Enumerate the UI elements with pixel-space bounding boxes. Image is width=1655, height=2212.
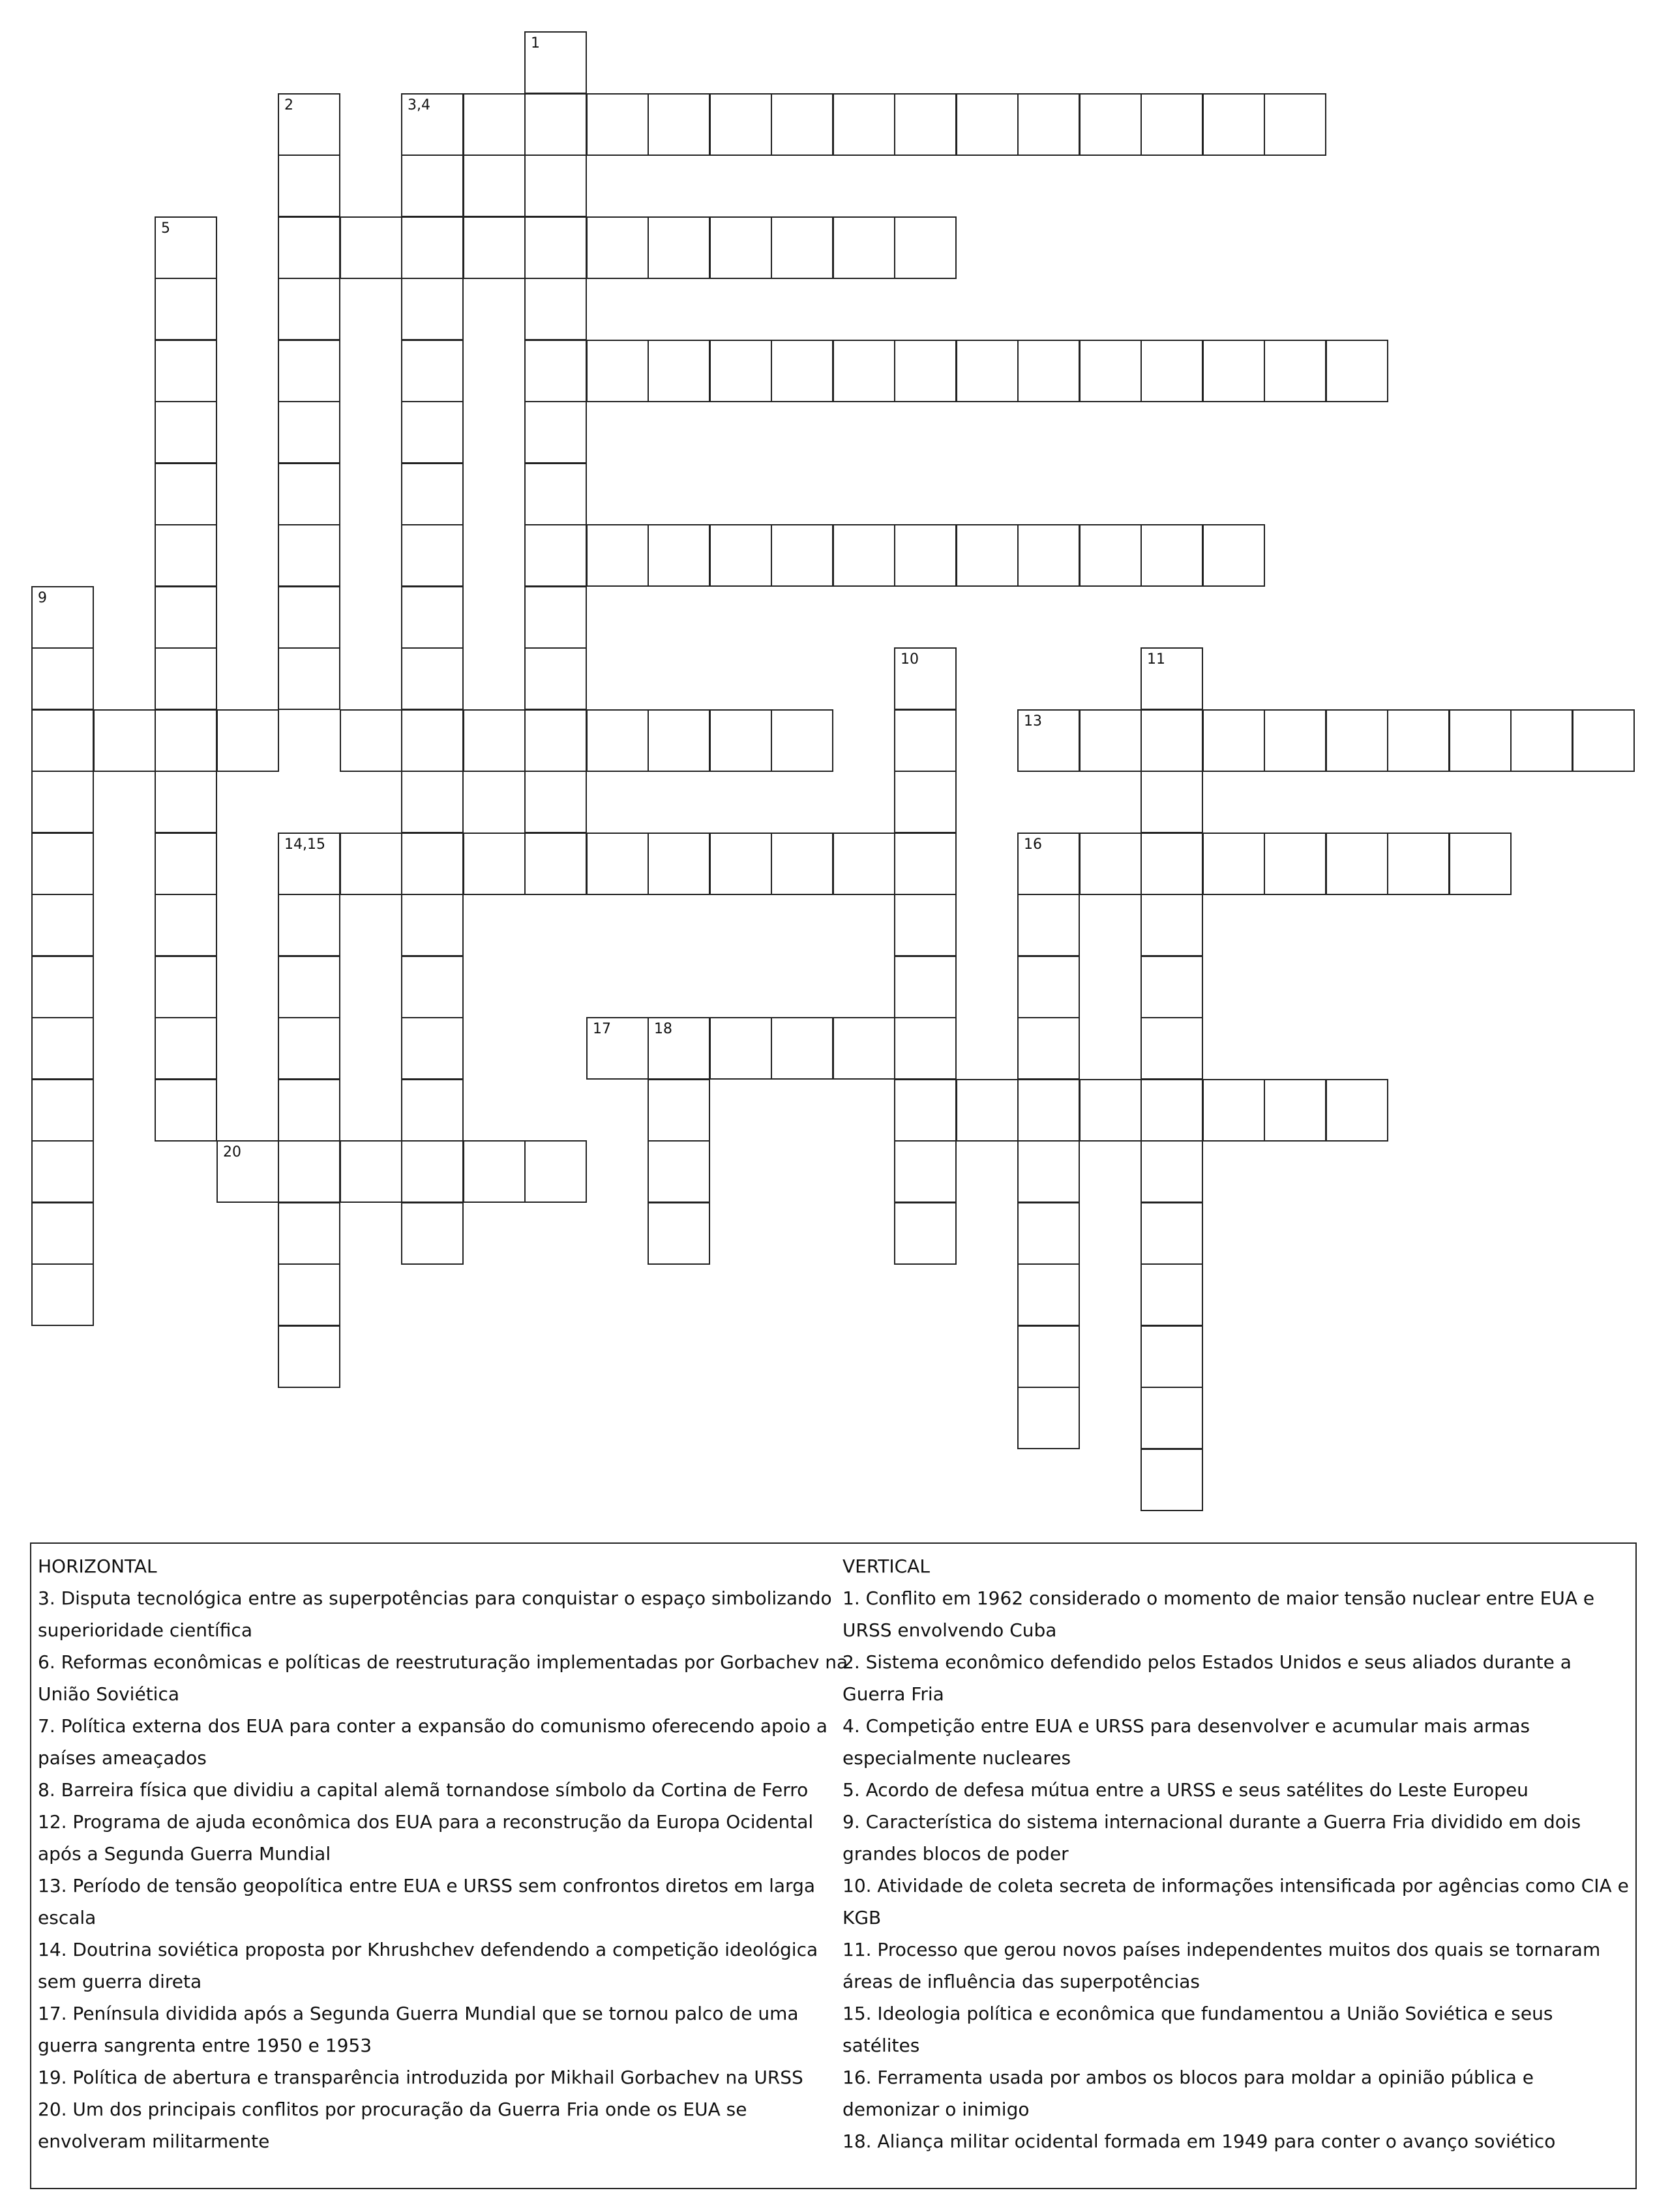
grid-cell[interactable] (894, 1017, 957, 1080)
grid-cell[interactable] (524, 31, 587, 94)
clue-h12: 12. Programa de ajuda econômica dos EUA para a reconstrução da Europa Ocidental após a Segunda Guerra Mundial (38, 1811, 814, 1865)
grid-cell[interactable] (1264, 340, 1326, 402)
grid-cell[interactable] (586, 93, 649, 156)
clue-v4: 4. Competição entre EUA e URSS para desenvolver e acumular mais armas especialmente nucleares (842, 1715, 1530, 1769)
grid-cell[interactable] (155, 1017, 217, 1080)
grid-cell[interactable] (31, 1263, 94, 1326)
clue-v16: 16. Ferramenta usada por ambos os blocos para moldar a opinião pública e demonizar o inimigo (842, 2067, 1534, 2120)
grid-cell[interactable] (524, 401, 587, 464)
grid-cell[interactable] (31, 1140, 94, 1203)
grid-cell[interactable] (586, 833, 649, 895)
grid-cell[interactable] (401, 524, 464, 587)
grid-cell[interactable] (401, 340, 464, 402)
grid-cell[interactable] (956, 340, 1019, 402)
grid-cell[interactable] (771, 216, 833, 279)
grid-cell[interactable] (524, 833, 587, 895)
grid-cell[interactable] (31, 1079, 94, 1142)
grid-cell[interactable] (524, 709, 587, 772)
grid-cell[interactable] (1141, 894, 1203, 956)
grid-cell[interactable] (31, 833, 94, 895)
grid-cell[interactable] (648, 524, 710, 587)
clue-number: 20 (223, 1144, 241, 1160)
grid-cell[interactable] (524, 463, 587, 525)
clue-number: 16 (1024, 836, 1042, 853)
grid-cell[interactable] (524, 155, 587, 217)
clue-v9: 9. Característica do sistema internacional durante a Guerra Fria dividido em dois grandes blocos de poder (842, 1811, 1581, 1865)
grid-cell[interactable] (833, 340, 895, 402)
grid-cell[interactable] (1017, 1017, 1080, 1080)
grid-cell[interactable] (894, 93, 957, 156)
grid-cell[interactable] (1141, 1079, 1203, 1142)
grid-cell[interactable] (155, 278, 217, 340)
grid-cell[interactable] (31, 1202, 94, 1265)
grid-cell[interactable] (1141, 709, 1203, 772)
grid-cell[interactable] (1017, 340, 1080, 402)
grid-cell[interactable] (1079, 1079, 1142, 1142)
grid-cell[interactable] (1572, 709, 1635, 772)
grid-cell[interactable] (1079, 93, 1142, 156)
grid-cell[interactable] (709, 340, 772, 402)
grid-cell[interactable] (1202, 524, 1265, 587)
grid-cell[interactable] (155, 956, 217, 1018)
vertical-clues (842, 1550, 1633, 2157)
grid-cell[interactable] (278, 833, 340, 895)
grid-cell[interactable] (93, 709, 156, 772)
grid-cell[interactable] (1326, 340, 1388, 402)
grid-cell[interactable] (1202, 709, 1265, 772)
grid-cell[interactable] (709, 833, 772, 895)
grid-cell[interactable] (586, 1017, 649, 1080)
grid-cell[interactable] (340, 1140, 402, 1203)
grid-cell[interactable] (1017, 524, 1080, 587)
grid-cell[interactable] (524, 216, 587, 279)
clue-number: 10 (901, 651, 919, 668)
grid-cell[interactable] (833, 93, 895, 156)
grid-cell[interactable] (155, 216, 217, 279)
grid-cell[interactable] (524, 524, 587, 587)
grid-cell[interactable] (1387, 833, 1450, 895)
grid-cell[interactable] (1264, 709, 1326, 772)
clue-v15: 15. Ideologia política e econômica que fundamentou a União Soviética e seus satélites (842, 2003, 1553, 2056)
grid-cell[interactable] (1141, 1263, 1203, 1326)
clue-v1: 1. Conflito em 1962 considerado o momento de maior tensão nuclear entre EUA e URSS envolvendo Cuba (842, 1587, 1595, 1641)
grid-cell[interactable] (278, 1325, 340, 1388)
grid-cell[interactable] (401, 956, 464, 1018)
grid-cell[interactable] (894, 524, 957, 587)
grid-cell[interactable] (1264, 833, 1326, 895)
grid-cell[interactable] (524, 647, 587, 710)
grid-cell[interactable] (771, 1017, 833, 1080)
grid-cell[interactable] (278, 401, 340, 464)
grid-cell[interactable] (1510, 709, 1573, 772)
grid-cell[interactable] (1017, 1263, 1080, 1326)
grid-cell[interactable] (31, 956, 94, 1018)
grid-cell[interactable] (216, 709, 279, 772)
grid-cell[interactable] (1141, 1202, 1203, 1265)
grid-cell[interactable] (155, 524, 217, 587)
clues-box (30, 1542, 1637, 2189)
grid-cell[interactable] (278, 216, 340, 279)
grid-cell[interactable] (1017, 1140, 1080, 1203)
grid-cell[interactable] (1017, 894, 1080, 956)
grid-cell[interactable] (1326, 833, 1388, 895)
grid-cell[interactable] (1017, 1079, 1080, 1142)
grid-cell[interactable] (1017, 1387, 1080, 1449)
grid-cell[interactable] (894, 647, 957, 710)
grid-cell[interactable] (956, 93, 1019, 156)
grid-cell[interactable] (709, 524, 772, 587)
grid-cell[interactable] (1141, 1325, 1203, 1388)
grid-cell[interactable] (833, 216, 895, 279)
grid-cell[interactable] (31, 647, 94, 710)
grid-cell[interactable] (463, 709, 526, 772)
grid-cell[interactable] (771, 93, 833, 156)
grid-cell[interactable] (586, 340, 649, 402)
grid-cell[interactable] (771, 833, 833, 895)
grid-cell[interactable] (401, 155, 464, 217)
grid-cell[interactable] (648, 709, 710, 772)
grid-cell[interactable] (1017, 1202, 1080, 1265)
grid-cell[interactable] (833, 1017, 895, 1080)
grid-cell[interactable] (401, 1017, 464, 1080)
grid-cell[interactable] (401, 709, 464, 772)
grid-cell[interactable] (894, 833, 957, 895)
grid-cell[interactable] (155, 771, 217, 833)
clue-v2: 2. Sistema econômico defendido pelos Estados Unidos e seus aliados durante a Guerra Fria (842, 1651, 1572, 1705)
clue-h20: 20. Um dos principais conflitos por procuração da Guerra Fria onde os EUA se envolveram militarmente (38, 2099, 747, 2152)
grid-cell[interactable] (278, 956, 340, 1018)
grid-cell[interactable] (1141, 833, 1203, 895)
clue-number: 3,4 (408, 97, 430, 113)
grid-cell[interactable] (956, 1079, 1019, 1142)
grid-cell[interactable] (1264, 1079, 1326, 1142)
grid-cell[interactable] (1202, 1079, 1265, 1142)
grid-cell[interactable] (278, 1140, 340, 1203)
grid-cell[interactable] (401, 1079, 464, 1142)
grid-cell[interactable] (648, 1079, 710, 1142)
grid-cell[interactable] (894, 216, 957, 279)
grid-cell[interactable] (1141, 647, 1203, 710)
grid-cell[interactable] (401, 647, 464, 710)
grid-cell[interactable] (1141, 1140, 1203, 1203)
grid-cell[interactable] (709, 216, 772, 279)
clue-h7: 7. Política externa dos EUA para conter a expansão do comunismo oferecendo apoio a países ameaçados (38, 1715, 828, 1769)
grid-cell[interactable] (278, 93, 340, 156)
grid-cell[interactable] (524, 93, 587, 156)
grid-cell[interactable] (1017, 1325, 1080, 1388)
grid-cell[interactable] (216, 1140, 279, 1203)
grid-cell[interactable] (155, 647, 217, 710)
clue-number: 9 (38, 590, 47, 606)
grid-cell[interactable] (1017, 956, 1080, 1018)
grid-cell[interactable] (1141, 93, 1203, 156)
grid-cell[interactable] (894, 1202, 957, 1265)
grid-cell[interactable] (155, 340, 217, 402)
grid-cell[interactable] (648, 833, 710, 895)
grid-cell[interactable] (1387, 709, 1450, 772)
grid-cell[interactable] (709, 709, 772, 772)
grid-cell[interactable] (709, 1017, 772, 1080)
grid-cell[interactable] (278, 1263, 340, 1326)
grid-cell[interactable] (648, 1140, 710, 1203)
grid-cell[interactable] (771, 524, 833, 587)
clue-h3: 3. Disputa tecnológica entre as superpotências para conquistar o espaço simbolizando superioridade científica (38, 1587, 832, 1641)
grid-cell[interactable] (463, 93, 526, 156)
grid-cell[interactable] (31, 894, 94, 956)
grid-cell[interactable] (155, 1079, 217, 1142)
grid-cell[interactable] (586, 216, 649, 279)
grid-cell[interactable] (894, 771, 957, 833)
grid-cell[interactable] (278, 586, 340, 649)
grid-cell[interactable] (894, 340, 957, 402)
grid-cell[interactable] (586, 524, 649, 587)
grid-cell[interactable] (155, 586, 217, 649)
grid-cell[interactable] (155, 709, 217, 772)
grid-cell[interactable] (463, 155, 526, 217)
grid-cell[interactable] (155, 463, 217, 525)
grid-cell[interactable] (1264, 93, 1326, 156)
grid-cell[interactable] (648, 93, 710, 156)
grid-cell[interactable] (1141, 524, 1203, 587)
grid-cell[interactable] (1079, 833, 1142, 895)
grid-cell[interactable] (894, 1140, 957, 1203)
clue-h13: 13. Período de tensão geopolítica entre EUA e URSS sem confrontos diretos em larga escala (38, 1875, 815, 1928)
grid-cell[interactable] (1202, 833, 1265, 895)
grid-cell[interactable] (401, 278, 464, 340)
grid-cell[interactable] (1017, 93, 1080, 156)
grid-cell[interactable] (401, 401, 464, 464)
vertical-title: VERTICAL (842, 1556, 930, 1577)
horizontal-title: HORIZONTAL (38, 1556, 157, 1577)
grid-cell[interactable] (648, 1202, 710, 1265)
grid-cell[interactable] (278, 1202, 340, 1265)
clue-v11: 11. Processo que gerou novos países independentes muitos dos quais se tornaram áreas de influência das superpotências (842, 1939, 1601, 1992)
grid-cell[interactable] (401, 93, 464, 156)
grid-cell[interactable] (31, 709, 94, 772)
grid-cell[interactable] (31, 586, 94, 649)
clue-h17: 17. Península dividida após a Segunda Guerra Mundial que se tornou palco de uma guerra sangrenta entre 1950 e 1953 (38, 2003, 799, 2056)
grid-cell[interactable] (463, 216, 526, 279)
grid-cell[interactable] (401, 771, 464, 833)
grid-cell[interactable] (1326, 709, 1388, 772)
grid-cell[interactable] (155, 894, 217, 956)
grid-cell[interactable] (1141, 1017, 1203, 1080)
grid-cell[interactable] (709, 93, 772, 156)
grid-cell[interactable] (278, 463, 340, 525)
grid-cell[interactable] (648, 340, 710, 402)
grid-cell[interactable] (1079, 709, 1142, 772)
grid-cell[interactable] (340, 833, 402, 895)
grid-cell[interactable] (401, 586, 464, 649)
clue-h6: 6. Reformas econômicas e políticas de reestruturação implementadas por Gorbachev na União Soviética (38, 1651, 848, 1705)
grid-cell[interactable] (401, 833, 464, 895)
clue-h19: 19. Política de abertura e transparência introduzida por Mikhail Gorbachev na URSS (38, 2067, 803, 2088)
grid-cell[interactable] (278, 1079, 340, 1142)
grid-cell[interactable] (155, 833, 217, 895)
clue-number: 14,15 (284, 836, 325, 853)
clue-v10: 10. Atividade de coleta secreta de informações intensificada por agências como CIA e KGB (842, 1875, 1629, 1928)
grid-cell[interactable] (1449, 833, 1512, 895)
clue-v18: 18. Aliança militar ocidental formada em 1949 para conter o avanço soviético (842, 2131, 1556, 2152)
grid-cell[interactable] (278, 894, 340, 956)
grid-cell[interactable] (155, 401, 217, 464)
grid-cell[interactable] (956, 524, 1019, 587)
grid-cell[interactable] (894, 894, 957, 956)
grid-cell[interactable] (1079, 524, 1142, 587)
grid-cell[interactable] (586, 709, 649, 772)
clue-h8: 8. Barreira física que dividiu a capital alemã tornandose símbolo da Cortina de Ferro (38, 1779, 809, 1801)
clue-number: 5 (161, 220, 170, 237)
grid-cell[interactable] (524, 1140, 587, 1203)
clue-number: 2 (284, 97, 293, 113)
grid-cell[interactable] (1449, 709, 1512, 772)
grid-cell[interactable] (894, 1079, 957, 1142)
grid-cell[interactable] (1141, 771, 1203, 833)
horizontal-clues (38, 1550, 850, 2157)
grid-cell[interactable] (1141, 1387, 1203, 1449)
grid-cell[interactable] (401, 216, 464, 279)
grid-cell[interactable] (278, 647, 340, 710)
grid-cell[interactable] (1141, 340, 1203, 402)
grid-cell[interactable] (524, 278, 587, 340)
grid-cell[interactable] (1141, 1449, 1203, 1511)
grid-cell[interactable] (278, 524, 340, 587)
clue-h14: 14. Doutrina soviética proposta por Khrushchev defendendo a competição ideológica sem guerra direta (38, 1939, 818, 1992)
grid-cell[interactable] (1141, 956, 1203, 1018)
grid-cell[interactable] (340, 709, 402, 772)
grid-cell[interactable] (463, 1140, 526, 1203)
grid-cell[interactable] (278, 1017, 340, 1080)
grid-cell[interactable] (648, 216, 710, 279)
grid-cell[interactable] (401, 894, 464, 956)
grid-cell[interactable] (401, 1202, 464, 1265)
grid-cell[interactable] (401, 463, 464, 525)
grid-cell[interactable] (278, 278, 340, 340)
grid-cell[interactable] (463, 833, 526, 895)
grid-cell[interactable] (31, 1017, 94, 1080)
grid-cell[interactable] (1326, 1079, 1388, 1142)
grid-cell[interactable] (648, 1017, 710, 1080)
grid-cell[interactable] (401, 1140, 464, 1203)
grid-cell[interactable] (1017, 709, 1080, 772)
grid-cell[interactable] (1202, 93, 1265, 156)
grid-cell[interactable] (894, 956, 957, 1018)
grid-cell[interactable] (278, 340, 340, 402)
clue-v5: 5. Acordo de defesa mútua entre a URSS e seus satélites do Leste Europeu (842, 1779, 1528, 1801)
grid-cell[interactable] (1079, 340, 1142, 402)
clue-number: 11 (1147, 651, 1165, 668)
grid-cell[interactable] (1202, 340, 1265, 402)
clue-number: 13 (1024, 713, 1042, 730)
grid-cell[interactable] (524, 340, 587, 402)
grid-cell[interactable] (833, 524, 895, 587)
grid-cell[interactable] (31, 771, 94, 833)
clue-number: 17 (593, 1021, 611, 1037)
grid-cell[interactable] (771, 340, 833, 402)
grid-cell[interactable] (771, 709, 833, 772)
grid-cell[interactable] (278, 155, 340, 217)
grid-cell[interactable] (1017, 833, 1080, 895)
grid-cell[interactable] (524, 586, 587, 649)
grid-cell[interactable] (894, 709, 957, 772)
clue-number: 1 (531, 35, 540, 52)
clue-number: 18 (654, 1021, 672, 1037)
grid-cell[interactable] (340, 216, 402, 279)
grid-cell[interactable] (833, 833, 895, 895)
grid-cell[interactable] (524, 771, 587, 833)
